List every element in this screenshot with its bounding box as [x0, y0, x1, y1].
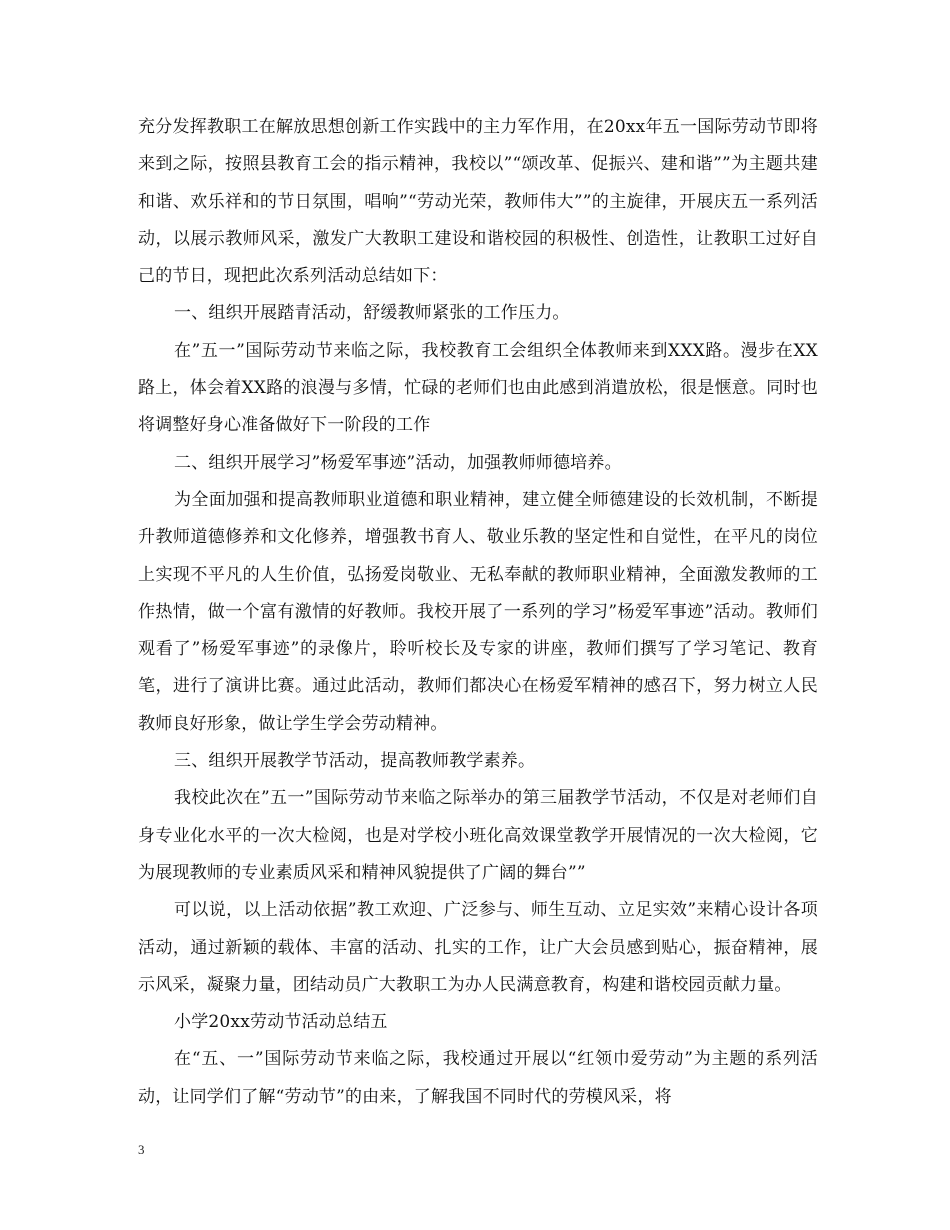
subtitle-summary-five: 小学20xx劳动节活动总结五	[174, 1012, 388, 1033]
section-heading-1: 一、组织开展踏青活动，舒缓教师紧张的工作压力。	[174, 303, 570, 324]
paragraph-section-2: 为全面加强和提高教师职业道德和职业精神，建立健全师德建设的长效机制，不断提升教师道德修养和文化修养，增强教书育人、敬业乐教的坚定性和自觉性，在平凡的岗位上实现不平凡的人生价值，弘扬爱岗敬业、无私奉献的教师职业精神，全面激发教师的工作热情，做一个富有激情的好教师。我校开展了一系列的学习”杨爱军事迹”活动。教师们观看了”杨爱军事迹”的录像片，聆听校长及专家的讲座，教师们撰写了学习笔记、教育笔，进行了演讲比赛。通过此活动，教师们都决心在杨爱军精神的感召下，努力树立人民教师良好形象，做让学生学会劳动精神。	[138, 489, 818, 734]
paragraph-intro: 充分发挥教职工在解放思想创新工作实践中的主力军作用，在20xx年五一国际劳动节即将来到之际，按照县教育工会的指示精神，我校以”“颂改革、促振兴、建和谐””为主题共建和谐、欢乐祥和的节日氛围，唱响”“劳动光荣，教师伟大””的主旋律，开展庆五一系列活动，以展示教师风采，激发广大教职工建设和谐校园的积极性、创造性，让教职工过好自己的节日，现把此次系列活动总结如下：	[138, 117, 818, 287]
paragraph-conclusion: 可以说，以上活动依据”教工欢迎、广泛参与、师生互动、立足实效”来精心设计各项活动，通过新颖的载体、丰富的活动、扎实的工作，让广大会员感到贴心，振奋精神，展示风采，凝聚力量，团结动员广大教职工为办人民满意教育，构建和谐校园贡献力量。	[138, 900, 818, 995]
paragraph-section-1: 在”五一”国际劳动节来临之际，我校教育工会组织全体教师来到XXX路。漫步在XX路上，体会着XX路的浪漫与多情，忙碌的老师们也由此感到消遣放松，很是惬意。同时也将调整好身心准备做好下一阶段的工作	[138, 340, 818, 436]
paragraph-section-3: 我校此次在”五一”国际劳动节来临之际举办的第三届教学节活动，不仅是对老师们自身专业化水平的一次大检阅，也是对学校小班化高效课堂教学开展情况的一次大检阅，它为展现教师的专业素质风采和精神风貌提供了广阔的舞台””	[138, 788, 818, 883]
section-heading-2: 二、组织开展学习”杨爱军事迹”活动，加强教师师德培养。	[174, 452, 622, 473]
paragraph-summary-five: 在“五、一”国际劳动节来临之际，我校通过开展以“红领巾爱劳动”为主题的系列活动，让同学们了解“劳动节”的由来，了解我国不同时代的劳模风采，将	[138, 1049, 818, 1107]
document-body	[138, 109, 818, 1116]
section-heading-3: 三、组织开展教学节活动，提高教师教学素养。	[174, 751, 536, 772]
page-number: 3	[138, 1142, 145, 1157]
